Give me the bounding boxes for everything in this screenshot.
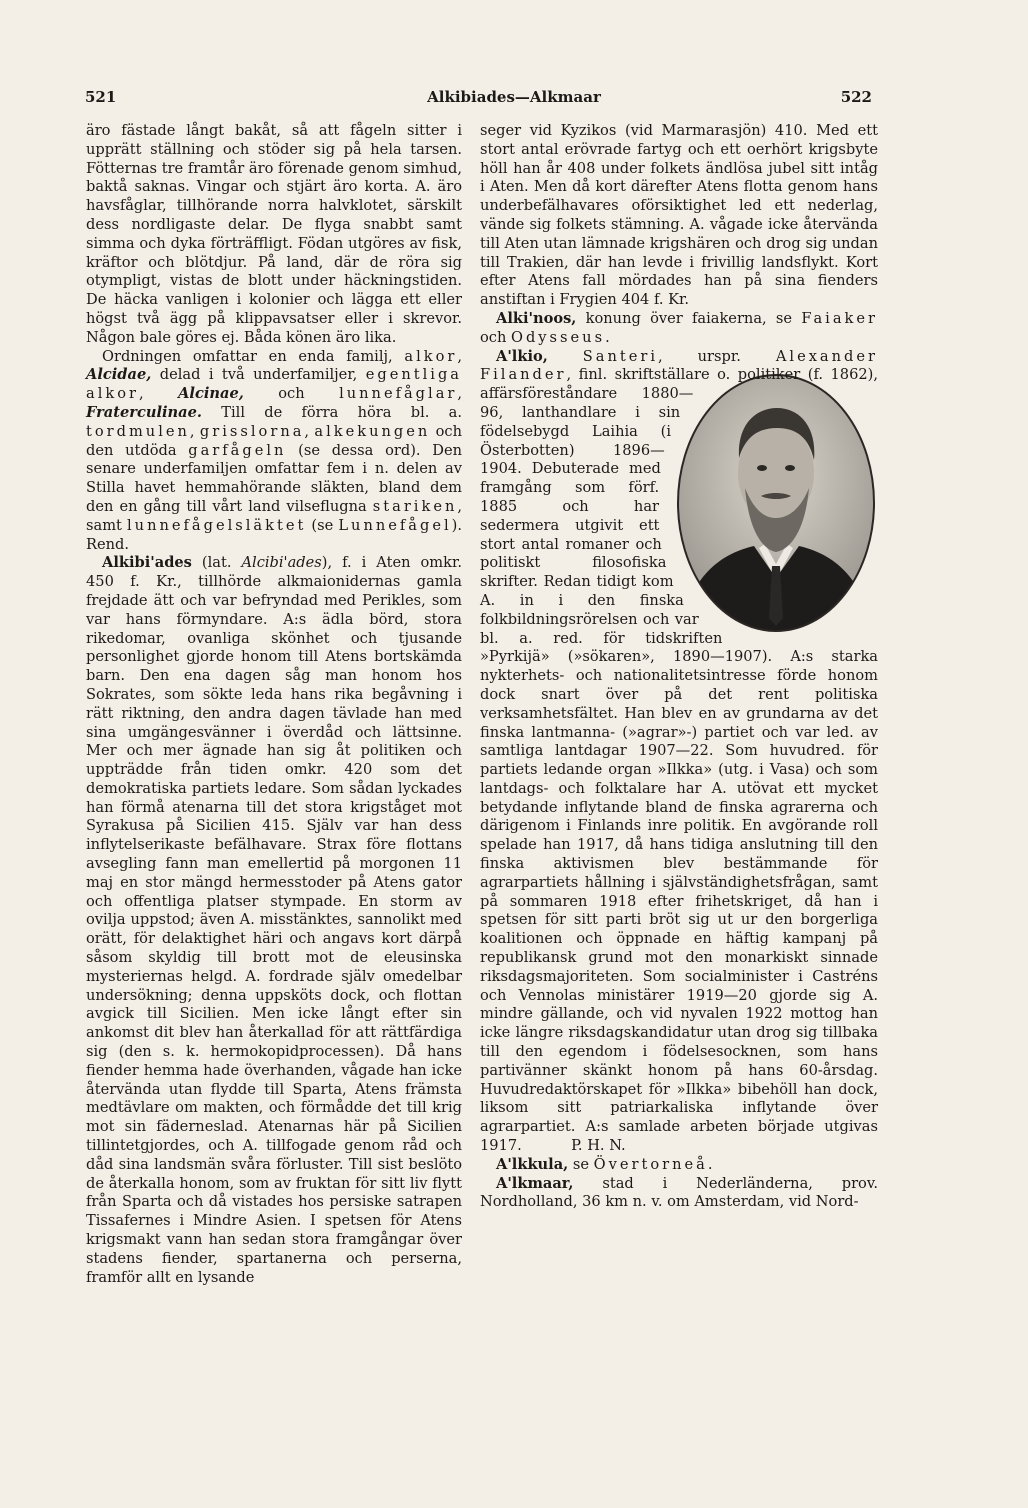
signature-initials: P. H. N.: [571, 1137, 626, 1155]
right-column: [480, 122, 878, 1212]
alkor-classification-paragraph: Ordningen omfattar en enda familj, alkor, Alcidae, delad i två underfamiljer, egentliga alkor, Alcinae, och lunnefåglar, Fraterculinae. Till de förra höra bl. a. tordmulen, grisslorna, alkekungen och den utdöda garfågeln (se dessa ord). Den senare underfamiljen omfattar fem i n. delen av Stilla havet hemmahörande släkten, bland dem den en gång till vårt land vilseflugna stariken, samt lunnefågelsläktet (se Lunnefågel). Rend.: [86, 347, 463, 553]
left-column: [86, 122, 462, 1287]
entry-headword: A'lkmaar,: [496, 1174, 574, 1192]
entry-alkio: A'lkio, Santeri, urspr. Alexander Filander , finl. skriftställare o. politiker (f. 1862), affärsföreståndare 1880—96, lanthandlare i sin födelsebygd Laihia (i Österbotten) 1896—1904. Debuterade med framgång som förf. 1885 och har sedermera utgivit ett stort antal romaner och politiskt filosofiska skrifter. Redan tidigt kom A. in i den finska folkbildningsrörelsen och var bl. a. red. för tidskriften »Pyrkijä» (»sökaren», 1890—1907). A:s starka nykterhets- och nationalitetsintresse förde honom dock snart över på det rent politiska verksamhetsfältet. Han blev en av grundarna av det finska lantmanna- (»agrar»-) partiet och var led. av samtliga lantdagar 1907—22. Som huvudred. för partiets ledande organ »Ilkka» (utg. i Vasa) och som lantdags- och folktalare har A. utövat ett mycket betydande inflytande bland de finska agrarerna och därigenom i Finlands inre politik. En avgörande roll spelade han 1917, då hans tidiga anslutning till den finska aktivismen blev bestämmande för agrarpartiets hållning i självständighetsfrågan, samt på sommaren 1918 efter frihetskriget, då han i spetsen för sitt parti bröt sig ut ur den borgerliga koalitionen och öppnade en häftig kampanj på republikansk grund mot den monarkiskt sinnade riksdagsmajoriteten. Som socialminister i Castréns och Vennolas ministärer 1919—20 gjorde sig A. mindre gällande, och vid nyvalen 1922 mottog han icke längre riksdagskandidatur utan drog sig tillbaka till den egendom i födelsesocknen, som hans partivänner skänkt honom på hans 60-årsdag. Huvudredaktörskapet för »Ilkka» bibehöll han dock, liksom sitt patriarkaliska inflytande över agrarpartiet. A:s samlade arbeten började utgivas 1917. P. H. N.: [480, 348, 878, 1156]
running-title: Alkibiades—Alkmaar: [427, 88, 601, 106]
entry-headword: A'lkkula,: [496, 1155, 569, 1173]
portrait-photo: [669, 368, 884, 638]
entry-headword: Alki'noos,: [496, 309, 577, 327]
page-number-left: 521: [85, 88, 117, 106]
entry-alkibiades: Alkibi'ades (lat. Alcibi'ades), f. i Aten omkr. 450 f. Kr., tillhörde alkmaionidernas gamla frejdade ätt och var befryndad med Perikles, som var hans förmyndare. A:s ädla börd, stora rikedomar, ovanliga skönhet och tjusande personlighet gjorde honom till Atens bortskämda barn. Den ena dagen såg man honom hos Sokrates, som sökte leda hans rika begåvning i rätt riktning, den andra dagen tävlade han med sina umgängesvänner i överdåd och lättsinne. Mer och mer ägnade han sig åt politiken och uppträdde från tiden omkr. 420 som det demokratiska partiets ledare. Som sådan lyckades han förmå atenarna till det stora krigståget mot Syrakusa på Sicilien 415. Själv var han dess inflytelserikaste befälhavare. Strax före flottans avsegling fann man emellertid på morgonen 11 maj en stor mängd hermesstoder på Atens gator och offentliga platser stympade. En storm av ovilja uppstod; även A. misstänktes, sannolikt med orätt, för delaktighet häri och angavs kort därpå såsom skyldig till brott mot de eleusinska mysteriernas helgd. A. fordrade själv omedelbar undersökning; denna uppsköts dock, och flottan avgick till Sicilien. Men icke långt efter sin ankomst dit blev han återkallad för att rättfärdiga sig (den s. k. hermokopidprocessen). Då hans fiender hemma hade överhanden, vågade han icke återvända utan flydde till Sparta, Atens främsta medtävlare om makten, och förmådde det till krig mot sin fäderneslad. Atenarnas här på Sicilien tillintetgjordes, och A. tillfogade genom råd och dåd sina landsmän svåra förluster. Till sist beslöto de återkalla honom, som av fruktan för sitt liv flytt från Sparta och då vistades hos persiske satrapen Tissafernes i Mindre Asien. I spetsen för Atens krigsmakt vann han sedan stora framgångar över stadens fiender, spartanerna och perserna, framför allt en lysande: [86, 554, 462, 1286]
entry-headword: A'lkio,: [496, 347, 548, 365]
alkor-description-paragraph: äro fästade långt bakåt, så att fågeln sitter i upprätt ställning och stöder sig på hela tarsen. Fötternas tre framtår äro förenade genom simhud, baktå saknas. Vingar och stjärt äro korta. A. äro havsfåglar, tillhörande norra halvklotet, särskilt dess nordligaste delar. De flyga snabbt samt simma och dyka förträffligt. Födan utgöres av fisk, kräftor och blötdjur. På land, där de röra sig otympligt, vistas de blott under häckningstiden. De häcka vanligen i kolonier och lägga ett eller högst två ägg på klippavsatser eller i skrevor. Någon bale göres ej. Båda könen äro lika.: [86, 122, 462, 346]
entry-alkmaar: A'lkmaar, stad i Nederländerna, prov. Nordholland, 36 km n. v. om Amsterdam, vid Nord-: [480, 1174, 878, 1211]
entry-headword: Alkibi'ades: [102, 554, 192, 572]
page-number-right: 522: [840, 88, 872, 106]
entry-alkinoos: Alki'noos, konung över faiakerna, se Faiaker och Odysseus.: [480, 309, 878, 346]
entry-alkkula: A'lkkula, se Övertorneå.: [496, 1155, 713, 1173]
alkibiades-continuation-paragraph: seger vid Kyzikos (vid Marmarasjön) 410. Med ett stort antal erövrade fartyg och ett oerhört krigsbyte höll han år 408 under folkets ändlösa jubel sitt intåg i Aten. Men då kort därefter Atens flotta genom hans underbefälhavares oförsiktighet led ett nederlag, vände sig folkets stämning. A. vågade icke återvända till Aten utan lämnade krigshären och drog sig undan till Trakien, där han levde i frivillig landsflykt. Kort efter Atens fall mördades han på sina fienders anstiftan i Frygien 404 f. Kr.: [480, 122, 878, 309]
